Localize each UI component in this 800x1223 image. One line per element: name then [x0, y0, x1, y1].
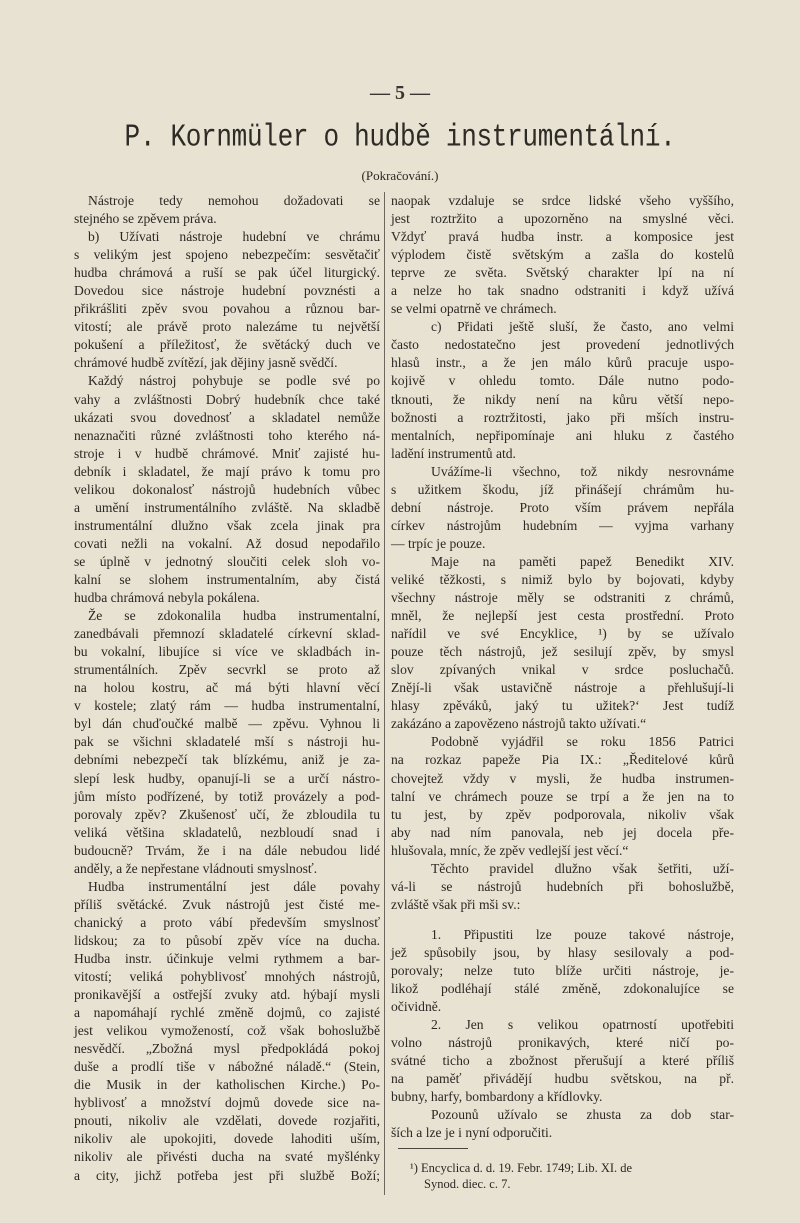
text-line: kojivě v ohledu tomto. Dále nutno podo- — [391, 373, 734, 389]
text-line: Dovedou sice nástroje hudební povznésti a — [74, 283, 380, 299]
footnote — [410, 1160, 735, 1192]
article-title: P. Kornmüler o hudbě instrumentální. — [124, 119, 676, 155]
text-line: debními nebezpečí tak blízkému, aniž je za- — [74, 752, 380, 768]
text-line: 2. Jen s velikou opatrností upotřebiti — [431, 1017, 734, 1033]
text-line: veliká většina skladatelů, nezbloudí snad i — [74, 824, 380, 840]
text-line: vitostí; veliká pohyblivosť mnohých nástrojů, — [74, 969, 380, 985]
text-line: pak se všichni skladatelé mší s nástroji hu- — [74, 734, 380, 750]
text-line: všechny nástroje měly se odstraniti z chrámů, — [391, 590, 734, 606]
footnote-line: Synod. diec. c. 7. — [424, 1177, 511, 1191]
text-line: a nelze ho tak snadno odstraniti i když užívá — [391, 283, 734, 299]
text-line: anděly, a že nepřestane vládnouti smyslnosť. — [74, 860, 318, 876]
text-line: přikrášliti zpěv svou povahou a různou bar- — [74, 301, 380, 317]
text-line: slov zpívaných vnikal v srdce posluchačů. — [391, 662, 734, 678]
text-line: tknouti, že nikdy není na kůru větší nepo- — [391, 391, 734, 407]
text-line: Každý nástroj pohybuje se podle své po — [88, 373, 380, 389]
text-line: pronikavější a ostřejší zvuky atd. hýbají mysli — [74, 987, 380, 1003]
text-line: mentalních, nepřipomínaje ani hluku z častého — [391, 427, 734, 443]
text-line: zakázáno a zapovězeno nástrojů takto užívati.“ — [391, 716, 647, 732]
text-line: božnosti a roztržitosti, jako při mších instru- — [391, 409, 734, 425]
text-line: teprve ze světa. Světský charakter lpí na ní — [391, 265, 734, 281]
text-line: pokušení a příležitosť, že světácký duch ve — [74, 337, 380, 353]
text-line: 1. Připustiti lze pouze takové nástroje, — [431, 926, 734, 942]
footnote-line: ¹) Encyclica d. d. 19. Febr. 1749; Lib. XI. de — [410, 1161, 633, 1175]
text-line: jům místo podřízené, by totiž provázely a pod- — [74, 788, 380, 804]
text-line: Podobně vyjádřil se roku 1856 Patrici — [431, 734, 734, 750]
text-line: Těchto pravidel dlužno však šetřiti, uží- — [431, 860, 734, 876]
text-line: na holou kostru, ač má býti hlavní věcí — [74, 680, 380, 696]
text-line: chanický a proto vábí především smyslnosť — [74, 914, 380, 930]
paragraph — [74, 192, 380, 228]
text-line: tu jest, by zpěv podporovala, nikoliv však — [391, 806, 734, 822]
text-line: pnouti, nikoliv ale vzdělati, dovede rozjařiti, — [74, 1113, 380, 1129]
text-line: jest roztržito a upozorněno na smyslné věci. — [391, 211, 734, 227]
text-line: Uvážíme-li všechno, tož nikdy nesrovnáme — [431, 463, 734, 479]
text-line: veliké těžkosti, s nimiž bylo by bojovati, kdyby — [391, 571, 734, 587]
text-line: ších a lze je i nyní odporučiti. — [391, 1125, 553, 1141]
text-line: se úplně v jednotný sloučiti celek sloh vo- — [74, 553, 380, 569]
text-line: na rozkaz papeže Pia IX.: „Ředitelové kůrů — [391, 752, 734, 768]
text-line: a napomáhají rychlé změně dojmů, co zajisté — [74, 1005, 380, 1021]
left-column — [74, 192, 380, 1185]
column-divider — [384, 192, 385, 1195]
text-line: zvláště však při mši sv.: — [391, 896, 521, 912]
text-line: pouze těch nástrojů, jež sesilují zpěv, by smysl — [391, 644, 734, 660]
text-line: — trpíc je pouze. — [391, 535, 486, 551]
paragraph — [391, 318, 734, 462]
right-column — [391, 192, 734, 1142]
text-line: bu vokalní, libujíce si více ve skladbách in- — [74, 644, 380, 660]
text-line: hudba chrámová a ruší se pak účel liturgický. — [74, 265, 380, 281]
paragraph — [391, 1016, 734, 1106]
text-line: zanedbávali přemnozí skladatelé církevní sklad- — [74, 626, 380, 642]
text-line: naopak vzdaluje se srdce lidské všeho vyššího, — [391, 193, 734, 208]
text-line: ladění instrumentů atd. — [391, 445, 516, 461]
paragraph — [74, 878, 380, 1185]
text-line: hudba chrámová nebyla pokálena. — [74, 590, 260, 606]
footnote-rule — [398, 1148, 468, 1149]
text-line: Nástroje tedy nemohou dožadovati se — [88, 193, 380, 208]
text-line: Znějí-li však ustavičně nástroje a přehlušují-li — [391, 680, 734, 696]
text-line: hyblivosť a množství dojmů dovede sice na- — [74, 1095, 380, 1111]
paragraph — [391, 1106, 734, 1142]
text-line: ukázati svou dovednosť a skladatel nemůže — [74, 409, 380, 425]
text-line: c) Přidati ještě sluší, že často, ano velmi — [431, 319, 734, 335]
paragraph — [74, 372, 380, 607]
text-line: svátné ticho a zbožnost přerušují a které příliš — [391, 1053, 734, 1069]
text-line: výplodem čistě světským a zašla do kostelů — [391, 247, 734, 263]
paragraph — [391, 860, 734, 914]
text-line: církev nástrojům hudebním — vyjma varhany — [391, 517, 734, 533]
text-line: se velmi opatrně ve chrámech. — [391, 301, 557, 317]
text-line: chrámové hudbě zvítězí, jak dějiny jasně svědčí. — [74, 355, 338, 371]
text-line: strumentálních. Zpěv secvrkl se proto až — [74, 662, 380, 678]
page-number: — 5 — — [370, 82, 430, 104]
text-line: jest velikou vymožeností, což však bohoslužbě — [74, 1023, 380, 1039]
paragraph — [391, 926, 734, 1016]
text-line: debník i skladatel, že mají právo k tomu pro — [74, 463, 380, 479]
text-line: na paměť přivádějí hudbu světskou, na př. — [391, 1071, 734, 1087]
text-line: byl dán chuďoučké malbě — zpěvu. Vyhnou li — [74, 716, 380, 732]
text-line: nařídil ve své Encyklice, ¹) by se užívalo — [391, 626, 734, 642]
text-line: nesvědčí. „Zbožná mysl předpokládá pokoj — [74, 1041, 380, 1057]
text-line: Že se zdokonalila hudba instrumentalní, — [88, 608, 380, 624]
text-line: vahy a zvláštnosti Dobrý hudebník chce také — [74, 391, 380, 407]
text-line: vá-li se nástrojů hudebních při bohoslužbě, — [391, 878, 734, 894]
text-line: stejného se zpěvem práva. — [74, 211, 217, 227]
text-line: vitostí; ale právě proto nalezáme tu největší — [74, 319, 380, 335]
text-line: bubny, harfy, bombardony a křídlovky. — [391, 1089, 603, 1105]
paragraph — [391, 553, 734, 733]
text-line: b) Užívati nástroje hudební ve chrámu — [88, 229, 380, 245]
text-line: hlasů instr., a že jen málo kůrů pracuje uspo- — [391, 355, 734, 371]
text-line: likož podléhají stálé změně, zdokonalujíce se — [391, 981, 734, 997]
text-line: příliš světácké. Zvuk nástrojů jest čisté me- — [74, 896, 380, 912]
text-line: očividně. — [391, 999, 442, 1015]
text-line: covati nežli na vokalní. Až dosud nepodařilo — [74, 535, 380, 551]
text-line: porovaly zpěv? Zkušenosť učí, že zbloudila tu — [74, 806, 380, 822]
text-line: velikou dokonalosť nástrojů hudebních vůbec — [74, 481, 380, 497]
text-line: aby nad ním panovala, neb jej docela pře- — [391, 824, 734, 840]
text-line: nikoliv ale přivésti ducha na svaté myšlénky — [74, 1149, 380, 1165]
text-line: kalní se slohem instrumentalním, aby čistá — [74, 571, 380, 587]
text-line: die Musik in der katholischen Kirche.) Po- — [74, 1077, 380, 1093]
text-line: hlušovala, mníc, že zpěv vedlejší jest věcí.“ — [391, 842, 629, 858]
text-line: volno nástrojů pronikavých, které ničí po- — [391, 1035, 734, 1051]
text-line: budoucně? Trvám, že i na dále nebudou lidé — [74, 842, 380, 858]
text-line: a umění instrumentálního zvláště. Na skladbě — [74, 499, 380, 515]
text-line: jež spůsobily jsou, by hlasy sesilovaly a pod- — [391, 944, 734, 960]
text-line: stroje i v hudbě chrámové. Mniť zajisté hu- — [74, 445, 380, 461]
text-line: porovaly; nelze tuto blíže určiti nástroje, je- — [391, 962, 734, 978]
paragraph — [391, 733, 734, 859]
paragraph — [391, 463, 734, 553]
text-line: talní ve chrámech pouze se trpí a že jen na to — [391, 788, 734, 804]
text-line: Hudba instr. účinkuje velmi rythmem a bar- — [74, 950, 380, 966]
text-line: slepí lesk hudby, opanují-li se a určí nástro- — [74, 770, 380, 786]
text-line: nikoliv ale upokojiti, dovede lahoditi uším, — [74, 1131, 380, 1147]
text-line: s velikým jest spojeno nebezpečím: sesvětačiť — [74, 247, 380, 263]
text-line: chovejtež vždy v mysli, že hudba instrumen- — [391, 770, 734, 786]
text-line: lidskou; za to působí zpěv více na ducha. — [74, 932, 380, 948]
text-line: Pozounů užívalo se zhusta za dob star- — [431, 1107, 734, 1123]
text-line: Vždyť pravá hudba instr. a komposice jest — [391, 229, 734, 245]
text-line: hlasy zpěváků, jaký tu užitek?‘ Jest tudíž — [391, 698, 734, 714]
text-line: a city, jichž potřeba jest při službě Boží; — [74, 1167, 380, 1183]
text-line: nenaznačiti různé zvláštnosti toho kterého ná- — [74, 427, 380, 443]
text-line: instrumentální dlužno však zcela jinak pra — [74, 517, 380, 533]
text-line: Maje na paměti papež Benedikt XIV. — [431, 553, 734, 569]
text-line: často nedostatečno jest provedení jednotlivých — [391, 337, 734, 353]
text-line: v kostele; zlatý rám — hudba instrumentalní, — [74, 698, 380, 714]
text-line: duše a prodlí tiše v nábožné náladě.“ (Stein, — [74, 1059, 380, 1075]
text-line: s užitkem škodu, jíž přinášejí chrámům hu- — [391, 481, 734, 497]
text-line: mněl, že nejlepší jest cesta prostřední. Proto — [391, 608, 734, 624]
text-line: dební nástroje. Proto vším právem nepřála — [391, 499, 734, 515]
paragraph — [74, 607, 380, 878]
article-subtitle: (Pokračování.) — [361, 168, 439, 183]
paragraph — [391, 192, 734, 318]
paragraph — [74, 228, 380, 372]
text-line: Hudba instrumentální jest dále povahy — [88, 878, 380, 894]
